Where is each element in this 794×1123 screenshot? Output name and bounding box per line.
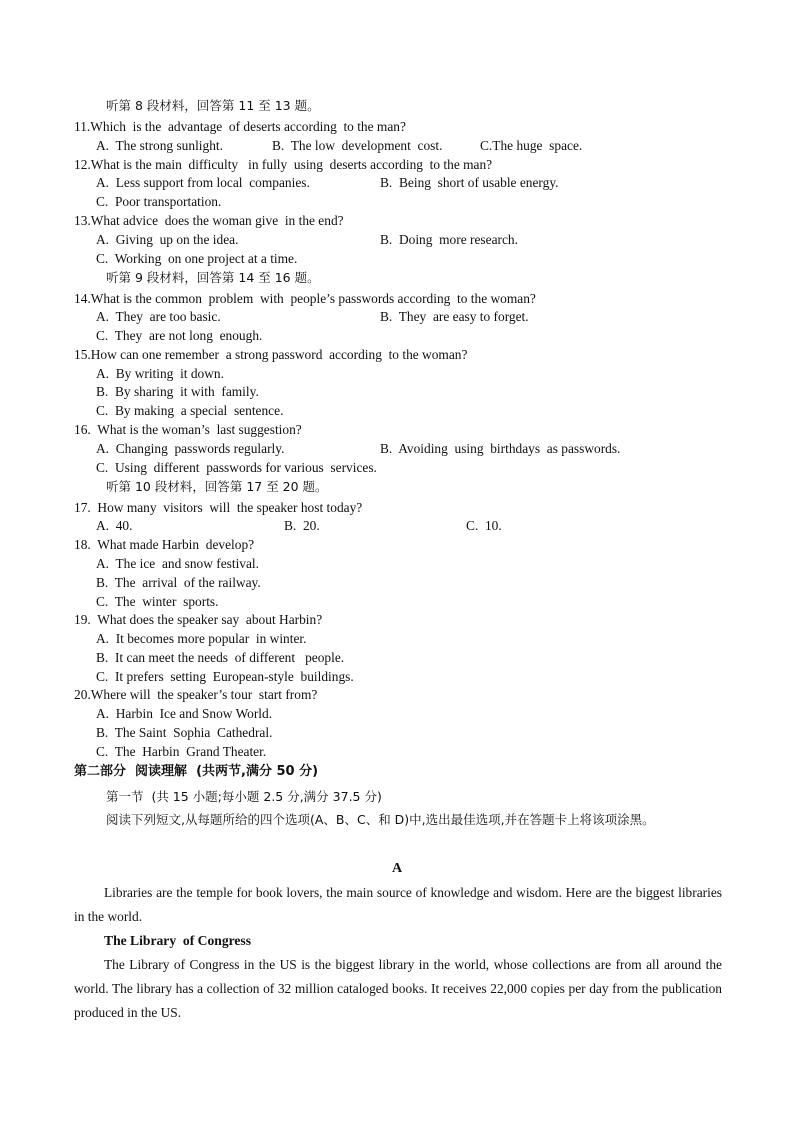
passage-paragraph-1: Libraries are the temple for book lovers, the main source of knowledge and wisdom. Here are the biggest libraries in the world. (74, 885, 722, 924)
option-17b: B. 20. (284, 518, 320, 533)
option-11a: A. The strong sunlight. (96, 138, 223, 153)
reading-instruction: 阅读下列短文,从每题所给的四个选项(A、B、C、和 D)中,选出最佳选项,并在答题卡上将该项涂黑。 (106, 812, 655, 827)
option-13b: B. Doing more research. (380, 232, 518, 247)
option-16b: B. Avoiding using birthdays as passwords. (380, 441, 621, 456)
option-20c: C. The Harbin Grand Theater. (96, 744, 267, 759)
option-12b: B. Being short of usable energy. (380, 175, 559, 190)
question-13: 13.What advice does the woman give in the end? (74, 213, 344, 228)
question-17: 17. How many visitors will the speaker host today? (74, 500, 363, 515)
section-9-instruction: 听第 9 段材料，回答第 14 至 16 题。 (106, 270, 320, 285)
option-13a: A. Giving up on the idea. (96, 232, 239, 247)
question-16: 16. What is the woman’s last suggestion? (74, 422, 302, 437)
option-20a: A. Harbin Ice and Snow World. (96, 706, 273, 721)
option-18a: A. The ice and snow festival. (96, 556, 260, 571)
option-19c: C. It prefers setting European-style buildings. (96, 669, 354, 684)
option-19a: A. It becomes more popular in winter. (96, 631, 307, 646)
library-heading: The Library of Congress (104, 933, 252, 948)
question-14: 14.What is the common problem with people’s passwords according to the woman? (74, 291, 536, 306)
option-16a: A. Changing passwords regularly. (96, 441, 285, 456)
option-12c: C. Poor transportation. (96, 194, 222, 209)
section-8-instruction: 听第 8 段材料，回答第 11 至 13 题。 (106, 98, 320, 113)
question-11: 11.Which is the advantage of deserts according to the man? (74, 119, 406, 134)
option-18c: C. The winter sports. (96, 594, 219, 609)
option-14c: C. They are not long enough. (96, 328, 263, 343)
passage-label: A (391, 861, 403, 876)
passage-paragraph-2: The Library of Congress in the US is the biggest library in the world, whose collections are from all around the world. The library has a collection of 32 million cataloged books. It receives 22,000 copies per day from the publication produced in the US. (74, 957, 722, 1020)
option-17c: C. 10. (466, 518, 502, 533)
question-19: 19. What does the speaker say about Harbin? (74, 612, 323, 627)
option-19b: B. It can meet the needs of different people. (96, 650, 345, 665)
option-14b: B. They are easy to forget. (380, 309, 529, 324)
option-14a: A. They are too basic. (96, 309, 221, 324)
part-two-heading: 第二部分 阅读理解 (共两节,满分 50 分) (74, 764, 319, 779)
question-18: 18. What made Harbin develop? (74, 537, 255, 552)
question-20: 20.Where will the speaker’s tour start from? (74, 687, 318, 702)
section-10-instruction: 听第 10 段材料，回答第 17 至 20 题。 (106, 479, 328, 494)
section-one-heading: 第一节 (共 15 小题;每小题 2.5 分,满分 37.5 分) (106, 789, 382, 804)
option-11b: B. The low development cost. (272, 138, 443, 153)
option-18b: B. The arrival of the railway. (96, 575, 261, 590)
option-15c: C. By making a special sentence. (96, 403, 284, 418)
option-15a: A. By writing it down. (96, 366, 224, 381)
option-17a: A. 40. (96, 518, 133, 533)
option-12a: A. Less support from local companies. (96, 175, 310, 190)
option-20b: B. The Saint Sophia Cathedral. (96, 725, 273, 740)
question-15: 15.How can one remember a strong password according to the woman? (74, 347, 468, 362)
option-15b: B. By sharing it with family. (96, 384, 259, 399)
option-13c: C. Working on one project at a time. (96, 251, 298, 266)
question-12: 12.What is the main difficulty in fully using deserts according to the man? (74, 157, 493, 172)
option-11c: C.The huge space. (480, 138, 583, 153)
option-16c: C. Using different passwords for various services. (96, 460, 377, 475)
